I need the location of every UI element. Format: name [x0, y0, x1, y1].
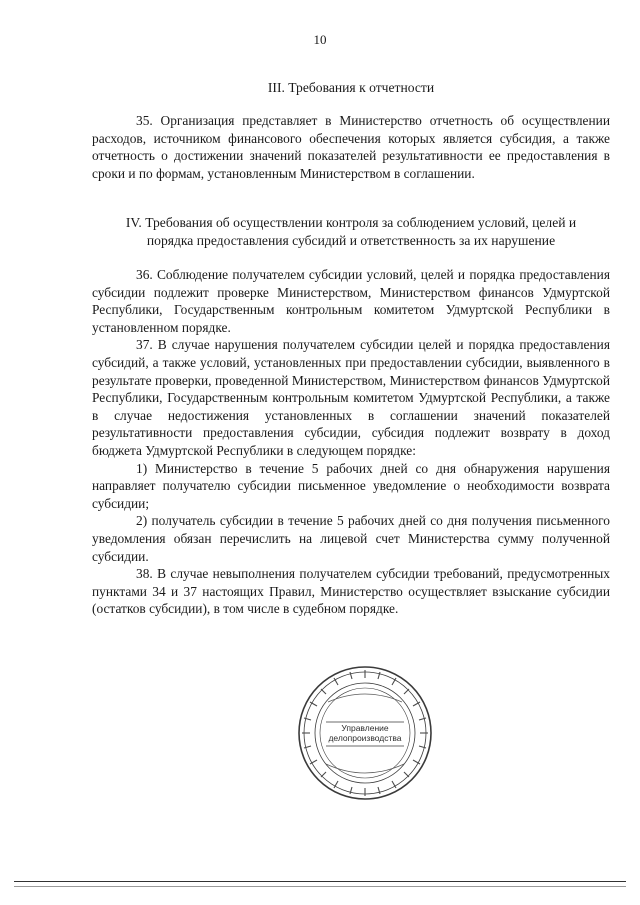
stamp-center-line-1: Управление: [341, 723, 389, 733]
section-4-body: [92, 266, 610, 618]
stamp-center-line-2: делопроизводства: [328, 733, 402, 743]
page-number: 10: [313, 32, 327, 47]
footer-rule: [14, 881, 626, 882]
section-4-heading-line-1: IV. Требования об осуществлении контроля за соблюдением условий, целей и: [125, 215, 577, 230]
section-4-heading: [92, 214, 610, 250]
section-4-heading-line-2: порядка предоставления субсидий и ответственность за их нарушение: [146, 233, 556, 248]
paragraph-37: 37. В случае нарушения получателем субсидии целей и порядка предоставления субсидий, а также условий, установленных при предоставлении субсидии, выявленного в результате проверки, проведенной Министерством, Министерством финансов Удмуртской Республики, Государственным контрольным комитетом Удмуртской Республики, а также в случае недостижения установленных в соглашении значений показателей результативности предоставления субсидии, субсидия подлежит возврату в доход бюджета Удмуртской Республики в следующем порядке:: [92, 337, 610, 458]
paragraph-38: 38. В случае невыполнения получателем субсидии требований, предусмотренных пунктами 34 и 37 настоящих Правил, Министерство осуществляет взыскание субсидии (остатков субсидии), в том числе в судебном порядке.: [92, 566, 610, 617]
footer-rule-secondary: [14, 886, 626, 887]
official-stamp: [296, 664, 434, 802]
section-3-body: [92, 112, 610, 182]
stamp-seal-icon: [296, 664, 434, 802]
paragraph-35: 35. Организация представляет в Министерство отчетность об осуществлении расходов, источником финансового обеспечения которых является субсидия, а также отчетность о достижении значений показателей результативности ее предоставления в сроки и по формам, установленным Министерством в соглашении.: [92, 113, 610, 181]
paragraph-37-item-2: 2) получатель субсидии в течение 5 рабочих дней со дня получения письменного уведомления обязан перечислить на лицевой счет Министерства сумму полученной субсидии.: [92, 513, 610, 564]
paragraph-36: 36. Соблюдение получателем субсидии условий, целей и порядка предоставления субсидии подлежит проверке Министерством, Министерством финансов Удмуртской Республики, Государственным контрольным комитетом Удмуртской Республики в установленном порядке.: [92, 267, 610, 335]
paragraph-37-item-1: 1) Министерство в течение 5 рабочих дней со дня обнаружения нарушения направляет получателю субсидии письменное уведомление о необходимости возврата субсидии;: [92, 460, 610, 511]
section-3-heading: III. Требования к отчетности: [267, 80, 435, 95]
